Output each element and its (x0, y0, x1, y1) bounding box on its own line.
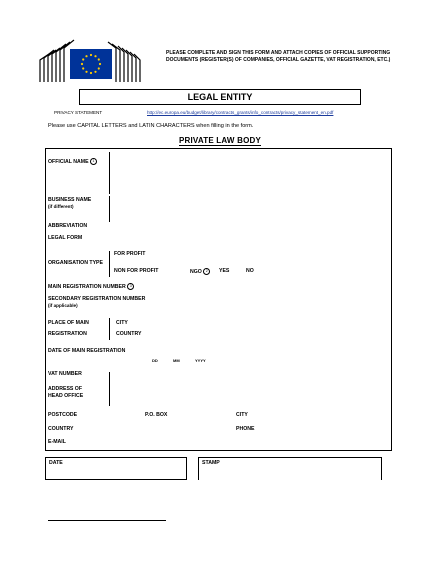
city-input[interactable] (132, 319, 388, 328)
stamp-box[interactable] (198, 457, 382, 480)
stamp-box-label: STAMP (202, 460, 220, 466)
date-box-bottom (45, 479, 187, 480)
signature-line[interactable] (48, 520, 166, 521)
country-input[interactable] (146, 330, 388, 339)
main-registration-number-label: MAIN REGISTRATION NUMBER 3 (48, 283, 134, 290)
eu-star-icon (98, 67, 100, 69)
privacy-statement-link[interactable]: http://ec.europa.eu/budget/library/contracts_grants/info_contracts/privacy_statement_en.pdf (147, 110, 334, 115)
vat-number-input[interactable] (112, 370, 388, 379)
date-dd-label: DD (152, 358, 158, 363)
address-label-2: HEAD OFFICE (48, 393, 84, 399)
business-name-label: BUSINESS NAME (48, 197, 92, 203)
place-registration-separator (109, 318, 110, 340)
city-label: CITY (116, 320, 128, 326)
phone-input[interactable] (258, 425, 388, 434)
date-main-registration-input[interactable] (146, 346, 226, 357)
place-main-registration-label-2: REGISTRATION (48, 331, 87, 337)
eu-star-icon (81, 63, 83, 65)
city2-input[interactable] (252, 411, 388, 420)
po-box-label: P.O. BOX (145, 412, 168, 418)
business-name-input[interactable] (112, 196, 388, 222)
section-title (0, 136, 440, 145)
official-name-separator (109, 152, 110, 194)
european-commission-logo (38, 38, 150, 85)
eu-star-icon (90, 54, 92, 56)
country2-input[interactable] (80, 425, 230, 434)
business-name-sub: (if different) (48, 204, 74, 209)
abbreviation-label: ABBREVIATION (48, 223, 88, 229)
date-yyyy-label: YYYY (195, 358, 206, 363)
secondary-registration-number-label: SECONDARY REGISTRATION NUMBER (48, 296, 146, 302)
ngo-no-option[interactable]: NO (246, 268, 254, 274)
instructions-text: PLEASE COMPLETE AND SIGN THIS FORM AND ATTACH COPIES OF OFFICIAL SUPPORTING DOCUMENTS (REGISTER(S) OF COMPANIES, OFFICIAL GAZETTE, VAT REGISTRATION, ETC.) (166, 50, 391, 63)
secondary-registration-number-input[interactable] (150, 295, 388, 309)
address-label-1: ADDRESS OF (48, 386, 83, 392)
eu-star-icon (98, 58, 100, 60)
postcode-label: POSTCODE (48, 412, 78, 418)
official-name-input[interactable] (112, 152, 388, 194)
organisation-type-separator (109, 251, 110, 277)
phone-label: PHONE (236, 426, 255, 432)
eu-star-icon (82, 67, 84, 69)
eu-star-icon (82, 58, 84, 60)
organisation-type-label: ORGANISATION TYPE (48, 260, 103, 266)
email-input[interactable] (72, 438, 388, 447)
non-for-profit-option[interactable]: NON FOR PROFIT (114, 268, 159, 274)
address-separator (109, 372, 110, 406)
ngo-yes-option[interactable]: YES (219, 268, 230, 274)
official-name-label: OFFICIAL NAME 1 (48, 158, 97, 165)
capital-letters-note: Please use CAPITAL LETTERS and LATIN CHARACTERS when filling in the form. (48, 123, 254, 129)
legal-form-label: LEGAL FORM (48, 235, 83, 241)
eu-star-icon (94, 55, 96, 57)
date-box-label: DATE (49, 460, 63, 466)
footnote-3-icon: 3 (127, 283, 134, 290)
business-name-separator (109, 196, 110, 222)
city2-label: CITY (236, 412, 248, 418)
eu-star-icon (85, 55, 87, 57)
for-profit-option[interactable]: FOR PROFIT (114, 251, 146, 257)
country2-label: COUNTRY (48, 426, 74, 432)
date-main-registration-label: DATE OF MAIN REGISTRATION (48, 348, 126, 354)
footnote-2-icon: 2 (203, 268, 210, 275)
po-box-input[interactable] (170, 411, 230, 420)
vat-number-label: VAT NUMBER (48, 371, 82, 377)
date-mm-label: MM (173, 358, 180, 363)
privacy-statement-label: PRIVACY STATEMENT (54, 110, 103, 115)
eu-star-icon (85, 71, 87, 73)
email-label: E-MAIL (48, 439, 66, 445)
eu-star-icon (94, 71, 96, 73)
footnote-1-icon: 1 (90, 158, 97, 165)
ngo-label: NGO 2 (190, 268, 210, 275)
place-main-registration-label-1: PLACE OF MAIN (48, 320, 89, 326)
eu-star-icon (99, 63, 101, 65)
secondary-registration-sub: (if applicable) (48, 303, 78, 308)
date-box[interactable] (45, 457, 187, 480)
section-title-text: PRIVATE LAW BODY (178, 136, 262, 145)
country-label: COUNTRY (116, 331, 142, 337)
main-registration-number-input[interactable] (150, 282, 388, 292)
postcode-input[interactable] (80, 411, 140, 420)
legal-form-input[interactable] (112, 234, 388, 244)
eu-star-icon (90, 72, 92, 74)
address-input[interactable] (112, 381, 388, 406)
page-title: LEGAL ENTITY (79, 89, 361, 105)
abbreviation-input[interactable] (112, 222, 388, 232)
